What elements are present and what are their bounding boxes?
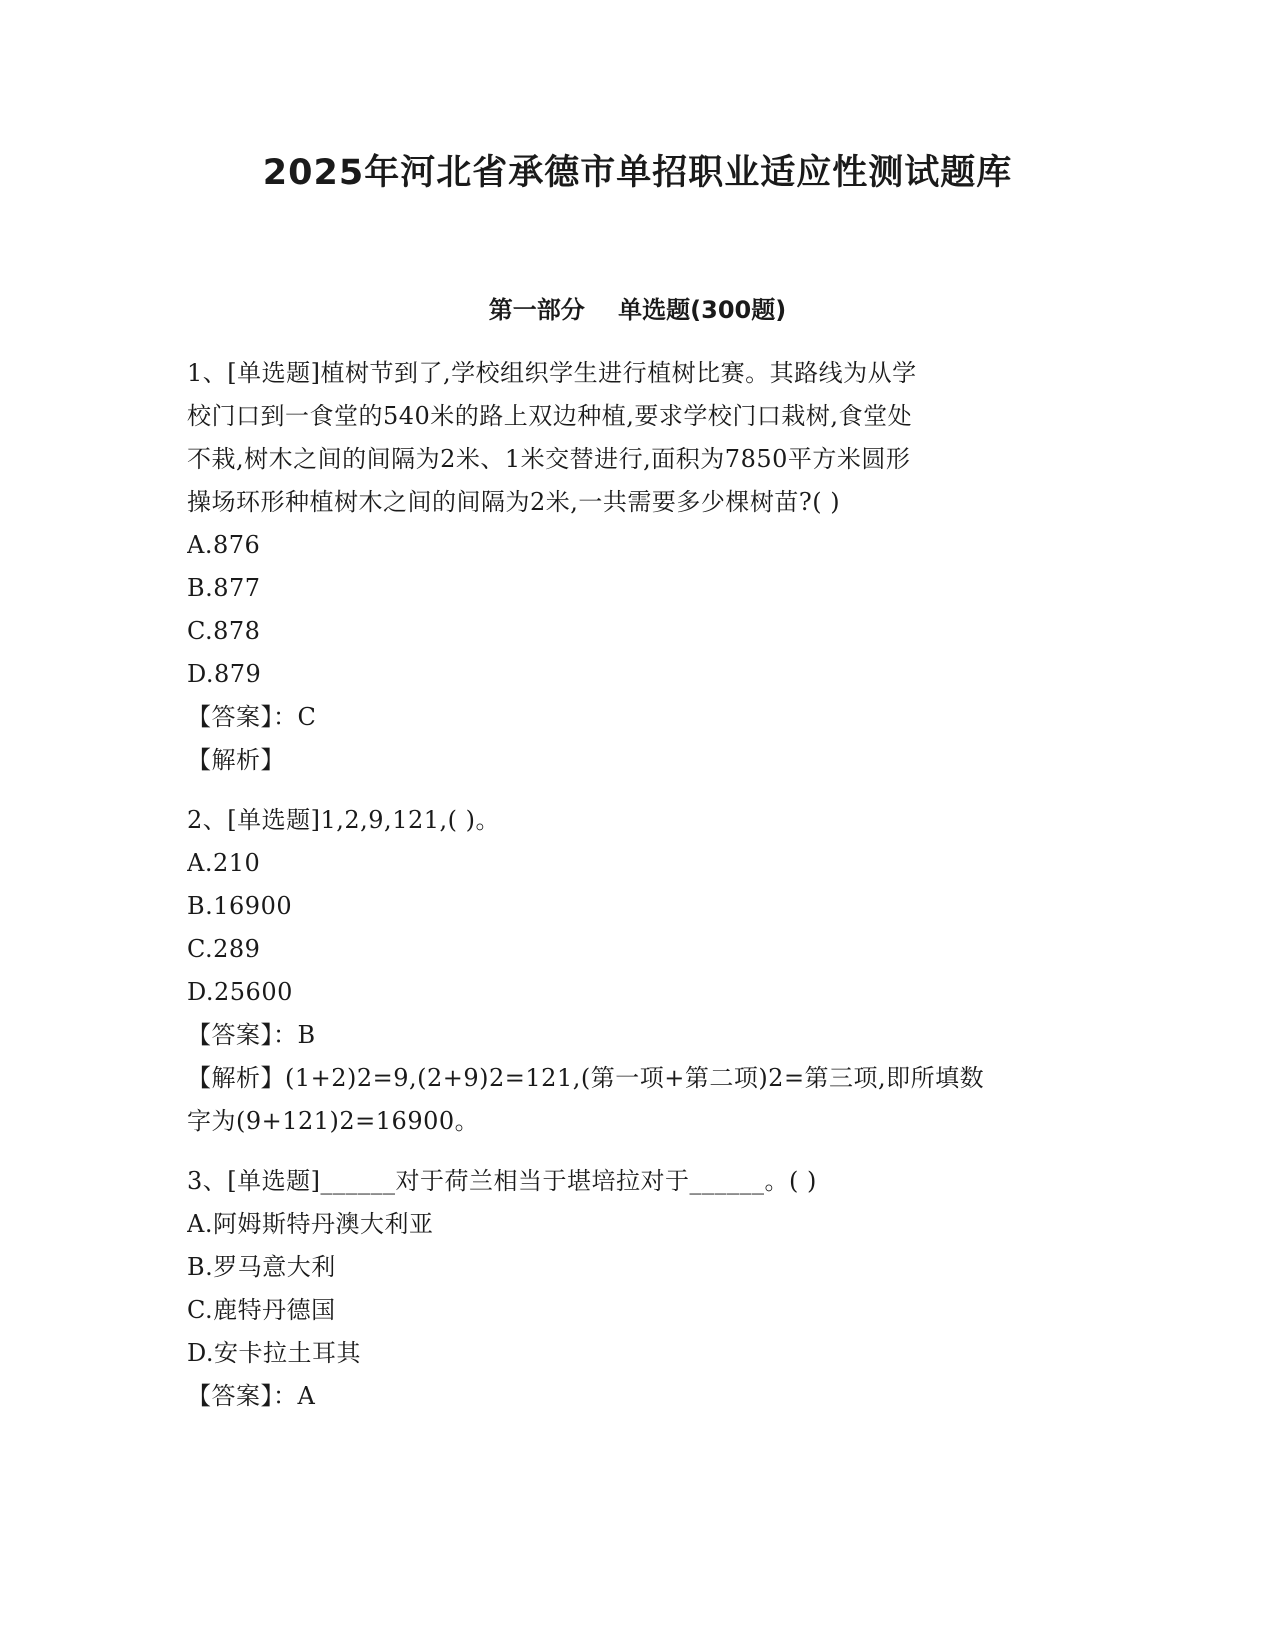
- option-a: A.876: [187, 531, 261, 559]
- option-d: D.879: [187, 660, 262, 688]
- option-d: D.安卡拉土耳其: [187, 1339, 362, 1367]
- option-c: C.鹿特丹德国: [187, 1296, 336, 1324]
- question-stem-line: 不栽,树木之间的间隔为2米、1米交替进行,面积为7850平方米圆形: [187, 445, 911, 473]
- question-stem-line: 1、[单选题]植树节到了,学校组织学生进行植树比赛。其路线为从学: [187, 359, 917, 387]
- section-heading: 第一部分 单选题(300题): [488, 296, 787, 324]
- option-b: B.877: [187, 574, 261, 602]
- option-c: C.878: [187, 617, 261, 645]
- answer-line: 【答案】：B: [187, 1021, 316, 1049]
- question-1: [187, 352, 1067, 782]
- question-stem-line: 校门口到一食堂的540米的路上双边种植,要求学校门口栽树,食堂处: [187, 402, 913, 430]
- analysis-line: 【解析】(1+2)2=9,(2+9)2=121,(第一项+第二项)2=第三项,即所填数: [187, 1064, 985, 1092]
- option-c: C.289: [187, 935, 261, 963]
- option-a: A.阿姆斯特丹澳大利亚: [187, 1210, 434, 1238]
- answer-line: 【答案】：A: [187, 1382, 316, 1410]
- option-b: B.16900: [187, 892, 293, 920]
- option-a: A.210: [187, 849, 261, 877]
- question-stem-line: 2、[单选题]1,2,9,121,( )。: [187, 806, 500, 834]
- question-stem-line: 3、[单选题]______对于荷兰相当于堪培拉对于______。( ): [187, 1167, 817, 1195]
- question-3: [187, 1160, 1067, 1418]
- option-d: D.25600: [187, 978, 293, 1006]
- answer-line: 【答案】：C: [187, 703, 317, 731]
- question-list: [187, 352, 1067, 1435]
- document-title: 2025年河北省承德市单招职业适应性测试题库: [262, 153, 1013, 193]
- analysis-line: 【解析】: [187, 746, 285, 774]
- question-2: [187, 799, 1067, 1143]
- option-b: B.罗马意大利: [187, 1253, 336, 1281]
- question-stem-line: 操场环形种植树木之间的间隔为2米,一共需要多少棵树苗?( ): [187, 488, 841, 516]
- analysis-line: 字为(9+121)2=16900。: [187, 1107, 480, 1135]
